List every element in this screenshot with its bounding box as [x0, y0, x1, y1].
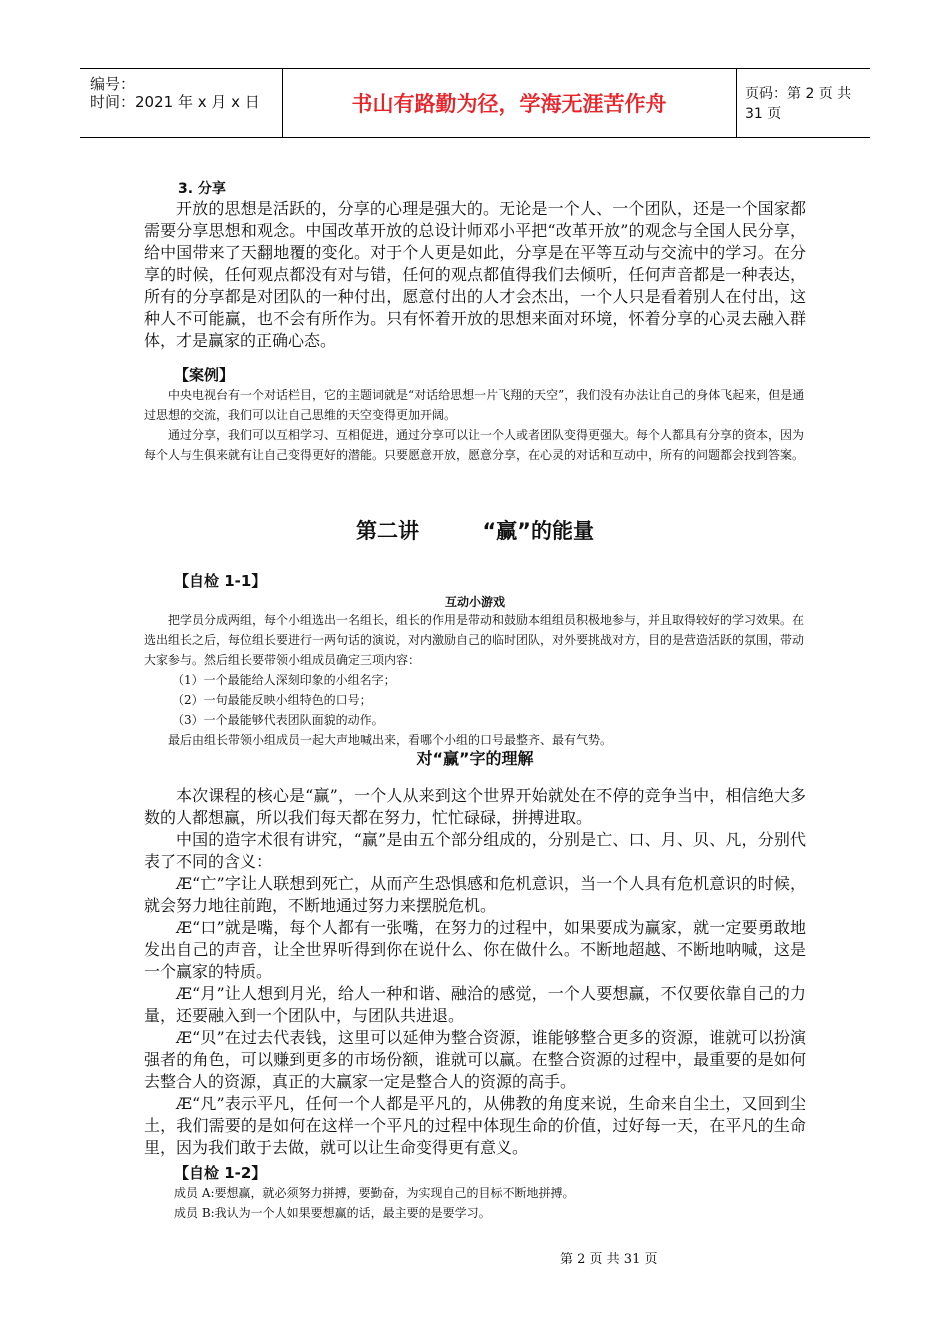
member-b-answer: 成员 B:我认为一个人如果要想赢的话，最主要的是要学习。 — [174, 1206, 491, 1220]
game-item-2: （2）一句最能反映小组特色的口号； — [172, 693, 372, 707]
header-meta-cell — [80, 69, 283, 137]
header-page-label: 页码：第 2 页 共 31 页 — [745, 86, 852, 122]
understanding-bullet-kou: Æ“口”就是嘴，每个人都有一张嘴，在努力的过程中，如果要成为赢家，就一定要勇敢地发出自己的声音，让全世界听得到你在说什么、你在做什么。不断地超越、不断地呐喊，这是一个赢家的特质。 — [144, 918, 806, 981]
check-1-2-section — [144, 1162, 806, 1223]
game-closing: 最后由组长带领小组成员一起大声地喊出来，看哪个小组的口号最整齐、最有气势。 — [168, 733, 613, 747]
game-item-1: （1）一个最能给人深刻印象的小组名字； — [172, 673, 396, 687]
page-header — [80, 68, 870, 138]
check-1-1-section — [144, 570, 806, 750]
game-intro: 把学员分成两组，每个小组选出一名组长，组长的作用是带动和鼓励本组组员积极地参与，并且取得较好的学习效果。在选出组长之后，每位组长要进行一两句话的演说，对内激励自己的临时团队，对外要挑战对方，目的是营造活跃的氛围，带动大家参与。然后组长要带领小组成员确定三项内容： — [144, 613, 805, 667]
header-motto: 书山有路勤为径，学海无涯苦作舟 — [282, 69, 737, 137]
check-1-1-label: 【自检 1-1】 — [174, 572, 267, 590]
case-section — [144, 364, 806, 465]
understanding-bullet-yue: Æ“月”让人想到月光，给人一种和谐、融洽的感觉，一个人要想赢，不仅要依靠自己的力量，还要融入到一个团队中，与团队共进退。 — [144, 984, 806, 1025]
understanding-title: 对“赢”字的理解 — [416, 749, 534, 768]
understanding-section — [144, 746, 806, 1159]
share-paragraph: 开放的思想是活跃的，分享的心理是强大的。无论是一个人、一个团队，还是一个国家都需要分享思想和观念。中国改革开放的总设计师邓小平把“改革开放”的观念与全国人民分享，给中国带来了天翻地覆的变化。对于个人更是如此，分享是在平等互动与交流中的学习。在分享的时候，任何观点都没有对与错，任何的观点都值得我们去倾听，任何声音都是一种表达，所有的分享都是对团队的一种付出，愿意付出的人才会杰出，一个人只是看着别人在付出，这种人不可能赢，也不会有所作为。只有怀着开放的思想来面对环境，怀着分享的心灵去融入群体，才是赢家的正确心态。 — [144, 199, 806, 350]
share-heading: 3. 分享 — [178, 181, 226, 197]
game-title: 互动小游戏 — [444, 595, 505, 609]
lecture-number: 第二讲 — [356, 519, 420, 543]
member-a-answer: 成员 A:要想赢，就必须努力拼搏，要勤奋，为实现自己的目标不断地拼搏。 — [174, 1186, 575, 1200]
page-footer: 第 2 页 共 31 页 — [560, 1252, 658, 1267]
date-label: 时间：2021 年 x 月 x 日 — [90, 93, 260, 111]
number-label: 编号： — [90, 75, 136, 93]
case-paragraph-1: 中央电视台有一个对话栏目，它的主题词就是“对话给思想一片飞翔的天空”，我们没有办法让自己的身体飞起来，但是通过思想的交流，我们可以让自己思维的天空变得更加开阔。 — [144, 388, 805, 422]
share-section — [144, 178, 806, 352]
game-item-3: （3）一个最能够代表团队面貌的动作。 — [172, 713, 384, 727]
understanding-paragraph-2: 中国的造字术很有讲究，“赢”是由五个部分组成的，分别是亡、口、月、贝、凡，分别代表了不同的含义： — [144, 830, 806, 871]
understanding-bullet-wang: Æ“亡”字让人联想到死亡，从而产生恐惧感和危机意识，当一个人具有危机意识的时候，就会努力地往前跑，不断地通过努力来摆脱危机。 — [144, 874, 806, 915]
understanding-bullet-bei: Æ“贝”在过去代表钱，这里可以延伸为整合资源，谁能够整合更多的资源，谁就可以扮演强者的角色，可以赚到更多的市场份额，谁就可以赢。在整合资源的过程中，最重要的是如何去整合人的资源，真正的大赢家一定是整合人的资源的高手。 — [144, 1028, 806, 1091]
case-paragraph-2: 通过分享，我们可以互相学习、互相促进，通过分享可以让一个人或者团队变得更强大。每个人都具有分享的资本，因为每个人与生俱来就有让自己变得更好的潜能。只要愿意开放，愿意分享，在心灵的对话和互动中，所有的问题都会找到答案。 — [144, 428, 805, 462]
check-1-2-label: 【自检 1-2】 — [174, 1164, 267, 1182]
case-title: 【案例】 — [174, 366, 235, 384]
understanding-paragraph-1: 本次课程的核心是“赢”，一个人从来到这个世界开始就处在不停的竞争当中，相信绝大多数的人都想赢，所以我们每天都在努力，忙忙碌碌，拼搏进取。 — [144, 786, 806, 827]
lecture-title — [0, 515, 950, 545]
understanding-bullet-fan: Æ“凡”表示平凡，任何一个人都是平凡的，从佛教的角度来说，生命来自尘土，又回到尘土，我们需要的是如何在这样一个平凡的过程中体现生命的价值，过好每一天，在平凡的生命里，因为我们敢于去做，就可以让生命变得更有意义。 — [144, 1094, 806, 1157]
lecture-name: “赢”的能量 — [482, 519, 594, 543]
